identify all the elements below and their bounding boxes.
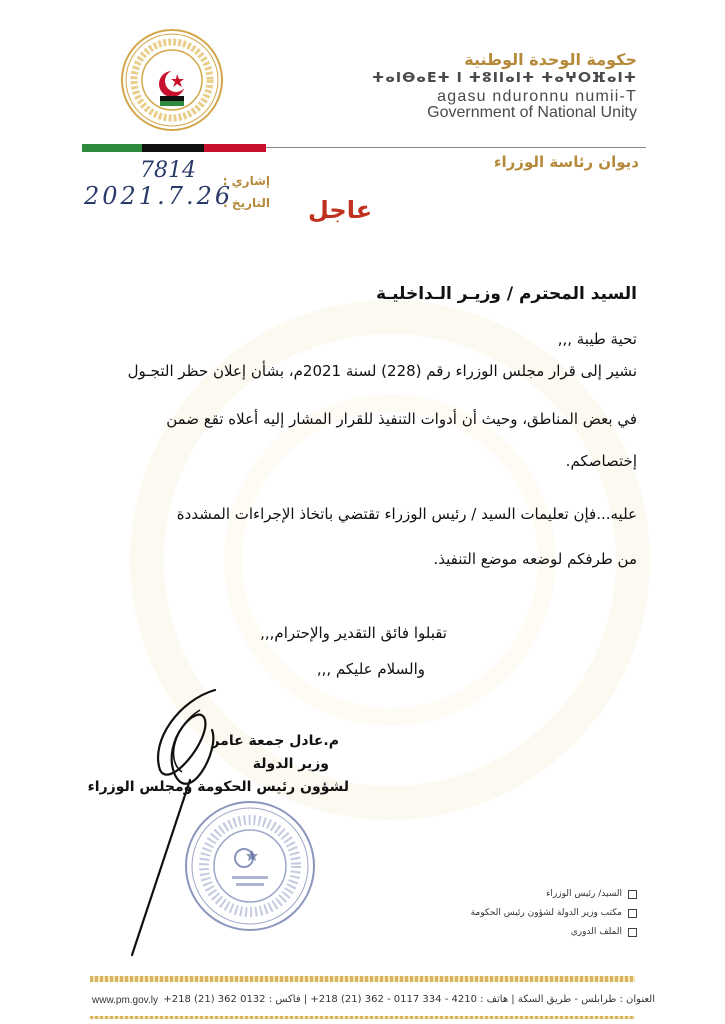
paragraph-1-line-2: في بعض المناطق، وحيث أن أدوات التنفيذ للقرار المشار إليه أعلاه تقع ضمن [166, 410, 637, 428]
stripe-black [142, 144, 204, 152]
government-amazigh-latin-name: agasu nduronnu numii-T [437, 88, 637, 105]
date-value: 2021.7.26 [84, 182, 234, 210]
signatory-title: وزير الدولة [252, 756, 329, 772]
date-label: التاريخ : [222, 196, 270, 210]
government-tifinagh-name: ⵜⴰⵏⴱⴰⴹⵜ ⵏ ⵜⵓⵏⵏⴰⵏⵜ ⵜⴰⵖⵔⴼⴰⵏⵜ [371, 70, 637, 86]
cc-item-file: الملف الدوري [571, 927, 637, 937]
government-seal-icon [120, 28, 224, 132]
flag-stripe [82, 144, 266, 152]
greeting: تحية طيبة ,,, [557, 330, 637, 348]
signatory-name: م.عادل جمعة عامر [211, 733, 339, 749]
ishari-label: إشاري : [222, 174, 270, 188]
closing-peace: والسلام عليكم ,,, [316, 660, 425, 678]
addressee: السيد المحترم / وزيـر الـداخليـة [375, 284, 637, 304]
footer-gold-band [90, 976, 635, 982]
closing-respect: تقبلوا فائق التقدير والإحترام,,, [260, 624, 447, 642]
ishari-number: 7814 [140, 158, 196, 183]
cc-item-prime-minister: السيد/ رئيس الوزراء [546, 889, 637, 899]
paragraph-2-line-2: من طرفكم لوضعه موضع التنفيذ. [433, 550, 637, 568]
cc-checkbox-icon [628, 928, 637, 937]
stripe-red [204, 144, 266, 152]
government-english-name: Government of National Unity [427, 104, 637, 121]
urgent-label: عاجل [308, 196, 373, 224]
cc-checkbox-icon [628, 909, 637, 918]
footer-website-link[interactable]: www.pm.gov.ly [92, 995, 158, 1006]
cc-checkbox-icon [628, 890, 637, 899]
footer-gold-band-bottom [90, 1016, 635, 1019]
header-divider [266, 147, 646, 148]
paragraph-2-line-1: عليه...فإن تعليمات السيد / رئيس الوزراء تقتضي باتخاذ الإجراءات المشددة [176, 505, 637, 523]
cc-item-minister-office: مكتب وزير الدولة لشؤون رئيس الحكومة [471, 908, 637, 918]
footer-address: العنوان : طرابلس - طريق السكة | هاتف : 4210 - 334 0117 - 362 (21) 218+ | فاكس : 0132 362 (21) 218+ [163, 994, 655, 1005]
signatory-office: لشؤون رئيس الحكومة ومجلس الوزراء [87, 779, 349, 795]
paragraph-1-line-1: نشير إلى قرار مجلس الوزراء رقم (228) لسنة 2021م، بشأن إعلان حظر التجـول [127, 362, 637, 380]
paragraph-1-line-3: إختصاصكم. [565, 452, 637, 470]
government-arabic-name: حكومة الوحدة الوطنية [464, 50, 637, 69]
official-stamp-icon [182, 798, 318, 934]
diwan-title: ديوان رئاسة الوزراء [493, 153, 639, 171]
stripe-green [82, 144, 142, 152]
